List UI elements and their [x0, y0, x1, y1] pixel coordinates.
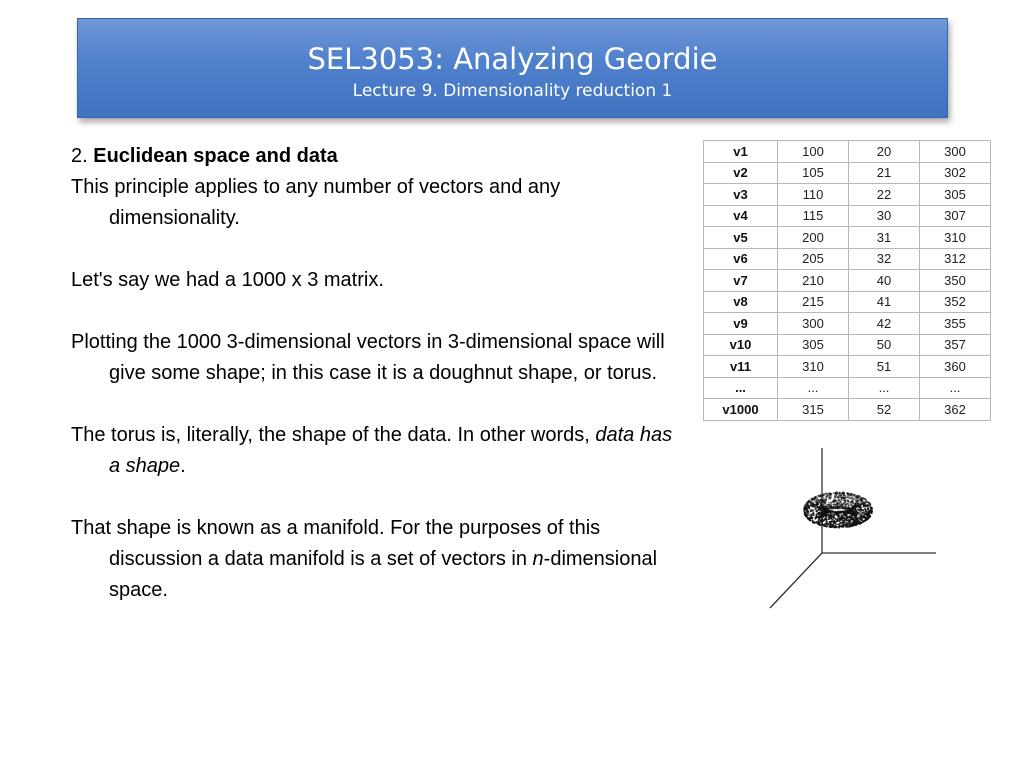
value-cell: 357 — [920, 334, 991, 356]
value-cell: 215 — [778, 291, 849, 313]
slide-title: SEL3053: Analyzing Geordie — [307, 42, 718, 76]
row-label-cell: v5 — [704, 227, 778, 249]
table-row — [704, 270, 991, 292]
value-cell: 310 — [920, 227, 991, 249]
slide-subtitle: Lecture 9. Dimensionality reduction 1 — [352, 81, 673, 101]
value-cell: 31 — [849, 227, 920, 249]
value-cell: 360 — [920, 356, 991, 378]
value-cell: 310 — [778, 356, 849, 378]
value-cell: 302 — [920, 162, 991, 184]
value-cell: 355 — [920, 313, 991, 335]
value-cell: 52 — [849, 399, 920, 421]
table-row — [704, 162, 991, 184]
table-row — [704, 184, 991, 206]
torus-text-end: . — [180, 455, 186, 477]
row-label-cell: v4 — [704, 205, 778, 227]
value-cell: 105 — [778, 162, 849, 184]
value-cell: 305 — [920, 184, 991, 206]
section-heading — [71, 141, 681, 172]
value-cell: 50 — [849, 334, 920, 356]
table-row — [704, 377, 991, 399]
paragraph-plotting: Plotting the 1000 3-dimensional vectors in 3-dimensional space will give some shape; in this case it is a doughnut shape, or torus. — [71, 331, 665, 384]
table-row — [704, 399, 991, 421]
torus-points — [803, 492, 873, 529]
paragraph-principle: This principle applies to any number of vectors and any dimensionality. — [71, 176, 561, 229]
n-emphasis: n — [532, 548, 544, 570]
row-label-cell: v8 — [704, 291, 778, 313]
paragraph-manifold — [71, 513, 681, 606]
data-matrix-table — [703, 140, 991, 421]
row-label-cell: v3 — [704, 184, 778, 206]
value-cell: 22 — [849, 184, 920, 206]
table-row — [704, 227, 991, 249]
value-cell: 352 — [920, 291, 991, 313]
value-cell: 300 — [778, 313, 849, 335]
value-cell: 305 — [778, 334, 849, 356]
value-cell: 312 — [920, 248, 991, 270]
value-cell: 40 — [849, 270, 920, 292]
row-label-cell: v2 — [704, 162, 778, 184]
table-row — [704, 334, 991, 356]
value-cell: 30 — [849, 205, 920, 227]
table-row — [704, 356, 991, 378]
value-cell: 20 — [849, 141, 920, 163]
y-axis — [770, 553, 822, 608]
value-cell: 110 — [778, 184, 849, 206]
slide-body — [71, 141, 681, 606]
row-label-cell: v1000 — [704, 399, 778, 421]
manifold-text: That shape is known as a manifold. For the purposes of this discussion a data manifold is a set of vectors in — [71, 517, 601, 570]
section-number: 2. — [71, 145, 94, 167]
value-cell: ... — [849, 377, 920, 399]
value-cell: 350 — [920, 270, 991, 292]
row-label-cell: v1 — [704, 141, 778, 163]
value-cell: 362 — [920, 399, 991, 421]
table-row — [704, 291, 991, 313]
value-cell: ... — [778, 377, 849, 399]
data-shape-emphasis: data has a shape — [109, 424, 673, 477]
value-cell: 21 — [849, 162, 920, 184]
manifold-text-end: -dimensional space. — [109, 548, 658, 601]
table-row — [704, 205, 991, 227]
value-cell: 42 — [849, 313, 920, 335]
value-cell: 307 — [920, 205, 991, 227]
section-heading-text: Euclidean space and data — [93, 145, 338, 167]
value-cell: 100 — [778, 141, 849, 163]
row-label-cell: v6 — [704, 248, 778, 270]
value-cell: 210 — [778, 270, 849, 292]
row-label-cell: v9 — [704, 313, 778, 335]
table-row — [704, 141, 991, 163]
row-label-cell: v7 — [704, 270, 778, 292]
value-cell: 315 — [778, 399, 849, 421]
value-cell: 115 — [778, 205, 849, 227]
table-row — [704, 313, 991, 335]
value-cell: 200 — [778, 227, 849, 249]
slide-title-bar — [77, 18, 948, 118]
torus-text: The torus is, literally, the shape of the data. In other words, — [71, 424, 596, 446]
table-row — [704, 248, 991, 270]
value-cell: 32 — [849, 248, 920, 270]
value-cell: 205 — [778, 248, 849, 270]
torus-point-cloud-icon — [760, 440, 950, 620]
value-cell: ... — [920, 377, 991, 399]
row-label-cell: v10 — [704, 334, 778, 356]
value-cell: 41 — [849, 291, 920, 313]
value-cell: 300 — [920, 141, 991, 163]
paragraph-torus — [71, 420, 681, 482]
value-cell: 51 — [849, 356, 920, 378]
row-label-cell: ... — [704, 377, 778, 399]
row-label-cell: v11 — [704, 356, 778, 378]
paragraph-matrix: Let's say we had a 1000 x 3 matrix. — [71, 269, 384, 291]
